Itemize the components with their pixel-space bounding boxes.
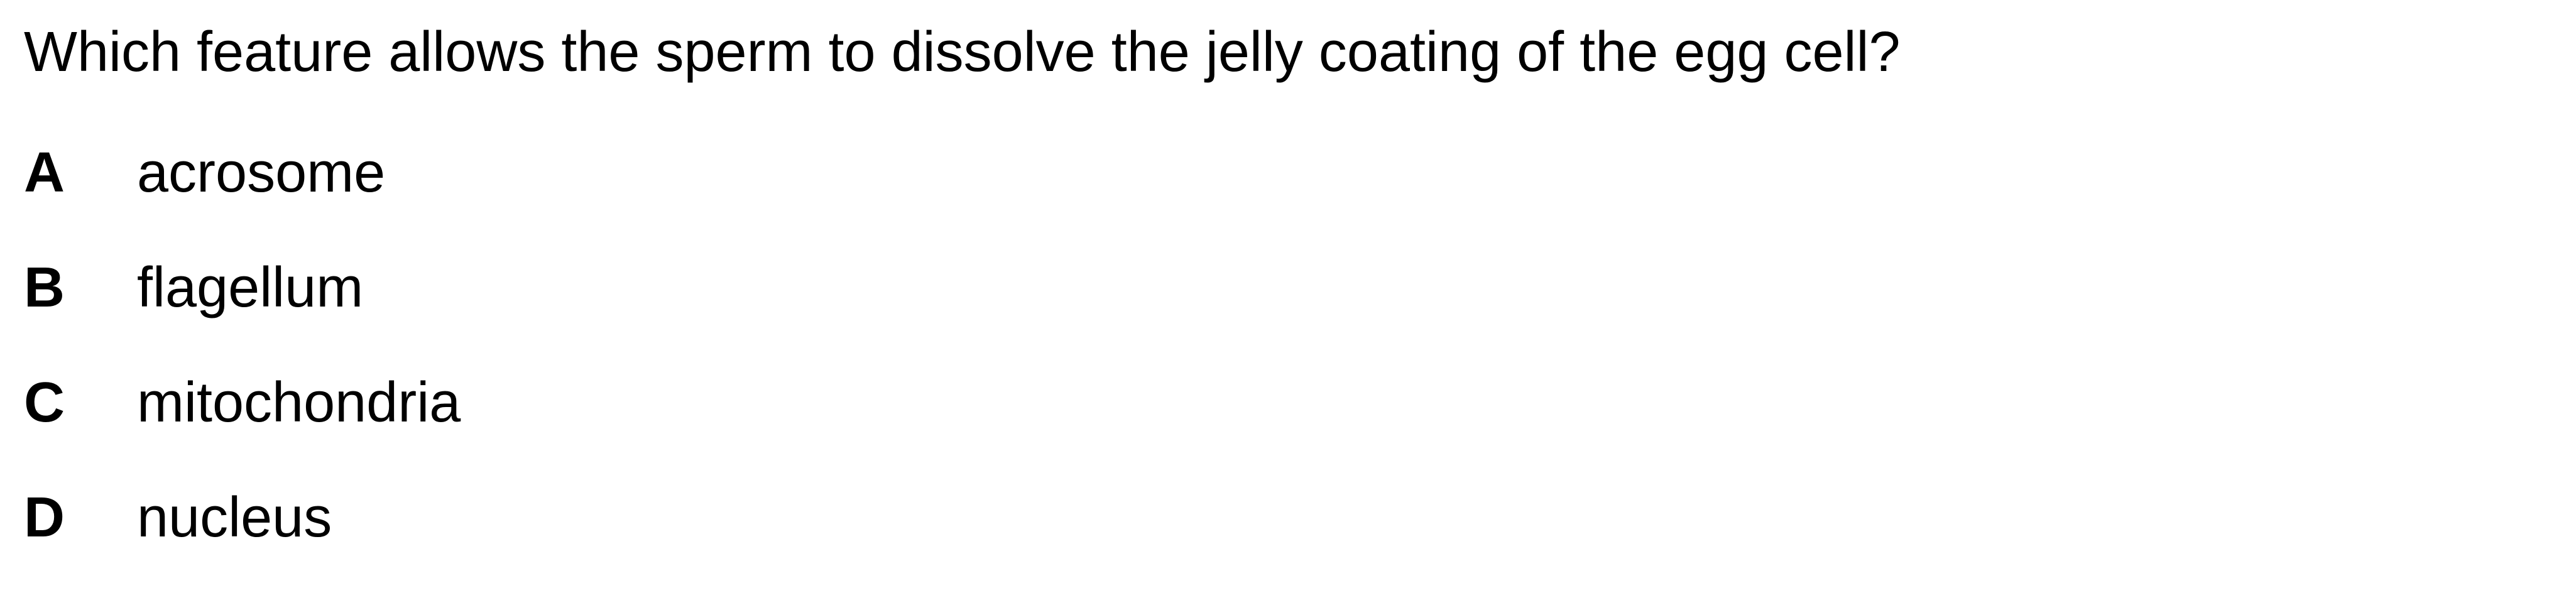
option-text: acrosome: [137, 141, 386, 204]
option-letter: C: [24, 371, 65, 434]
option-a[interactable]: [24, 138, 461, 253]
option-letter: D: [24, 486, 65, 549]
option-d[interactable]: [24, 483, 461, 598]
question-text: Which feature allows the sperm to dissolve the jelly coating of the egg cell?: [24, 21, 1901, 84]
option-text: nucleus: [137, 486, 332, 549]
option-text: mitochondria: [137, 371, 461, 434]
option-b[interactable]: [24, 253, 461, 368]
option-letter: A: [24, 141, 65, 204]
answer-options: [24, 138, 461, 598]
option-c[interactable]: [24, 368, 461, 483]
option-text: flagellum: [137, 256, 364, 319]
option-letter: B: [24, 256, 65, 319]
